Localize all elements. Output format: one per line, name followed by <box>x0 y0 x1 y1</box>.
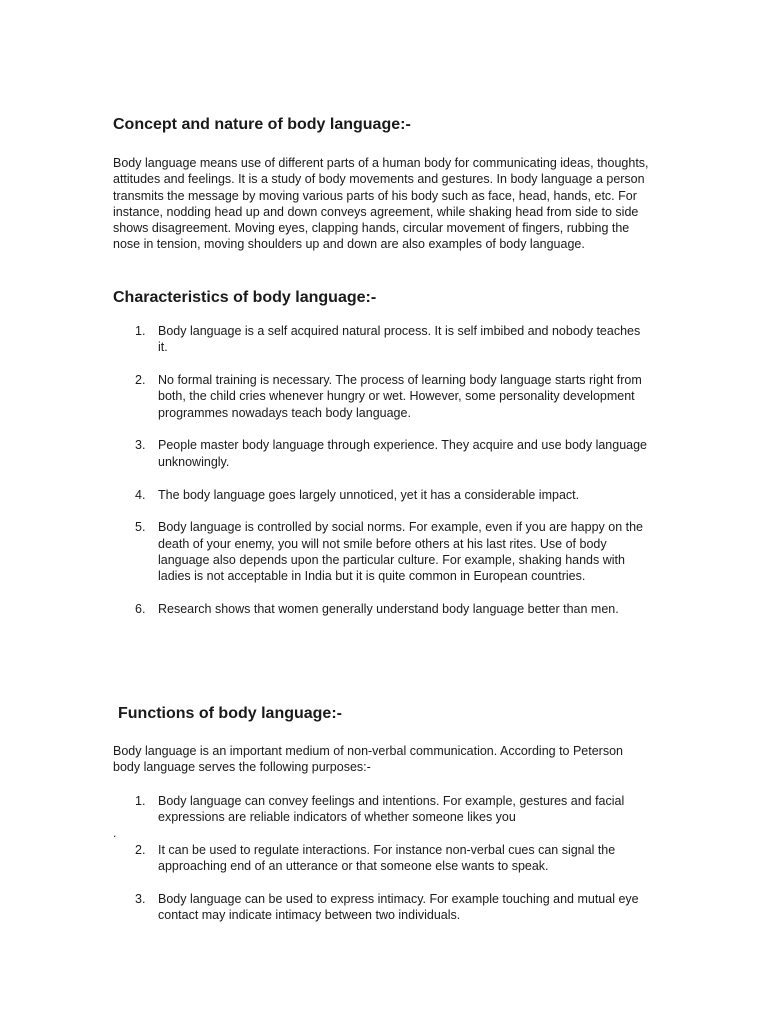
list-item-text: The body language goes largely unnoticed, yet it has a considerable impact. <box>158 487 580 502</box>
list-item <box>113 487 653 503</box>
list-number: 6. <box>135 602 146 617</box>
list-number: 5. <box>135 520 146 535</box>
list-item-text: Research shows that women generally understand body language better than men. <box>158 602 619 617</box>
list-number: 4. <box>135 487 146 502</box>
list-item <box>113 323 653 356</box>
functions-list <box>113 793 653 940</box>
list-item <box>113 842 653 875</box>
functions-intro: Body language is an important medium of non-verbal communication. According to Peterson body language serves the following purposes:- <box>113 744 624 775</box>
list-item-text: No formal training is necessary. The process of learning body language starts right from both, the child cries whenever hungry or wet. However, some personality development programmes nowadays teach body language. <box>158 373 642 420</box>
list-item <box>113 601 653 617</box>
list-number: 2. <box>135 373 146 388</box>
list-number: 2. <box>135 843 146 858</box>
list-number: 1. <box>135 324 146 338</box>
concept-heading: Concept and nature of body language:- <box>113 116 411 133</box>
functions-heading: Functions of body language:- <box>118 705 342 722</box>
characteristics-list <box>113 323 653 634</box>
list-item-text: It can be used to regulate interactions. For instance non-verbal cues can signal the approaching end of an utterance or that someone else wants to speak. <box>158 843 616 874</box>
concept-paragraph: Body language means use of different parts of a human body for communicating ideas, thoughts, attitudes and feelings. It is a study of body movements and gestures. In body language a person transmits the message by moving various parts of his body such as face, head, hands, etc. For instance, nodding head up and down conveys agreement, while shaking head from side to side shows disagreement. Moving eyes, clapping hands, circular movement of fingers, rubbing the nose in tension, moving shoulders up and down are also examples of body language. <box>113 156 649 252</box>
list-item <box>113 793 653 826</box>
stray-period-mark: . <box>113 826 117 840</box>
list-item <box>113 372 653 421</box>
list-item <box>113 519 653 584</box>
list-item <box>113 891 653 924</box>
list-item-text: Body language can convey feelings and intentions. For example, gestures and facial expressions are reliable indicators of whether someone likes you <box>158 794 625 825</box>
list-number: 3. <box>135 892 146 907</box>
list-item-text: Body language is controlled by social norms. For example, even if you are happy on the death of your enemy, you will not smile before others at his last rites. Use of body language also depends upon the particular culture. For example, shaking hands with ladies is not acceptable in India but it is quite common in European countries. <box>158 520 643 584</box>
list-item-text: Body language is a self acquired natural process. It is self imbibed and nobody teaches it. <box>158 324 641 355</box>
list-number: 3. <box>135 438 146 453</box>
list-item <box>113 437 653 470</box>
characteristics-heading: Characteristics of body language:- <box>113 289 377 306</box>
list-item-text: Body language can be used to express intimacy. For example touching and mutual eye contact may indicate intimacy between two individuals. <box>158 892 639 923</box>
list-item-text: People master body language through experience. They acquire and use body language unknowingly. <box>158 438 648 469</box>
list-number: 1. <box>135 794 146 808</box>
